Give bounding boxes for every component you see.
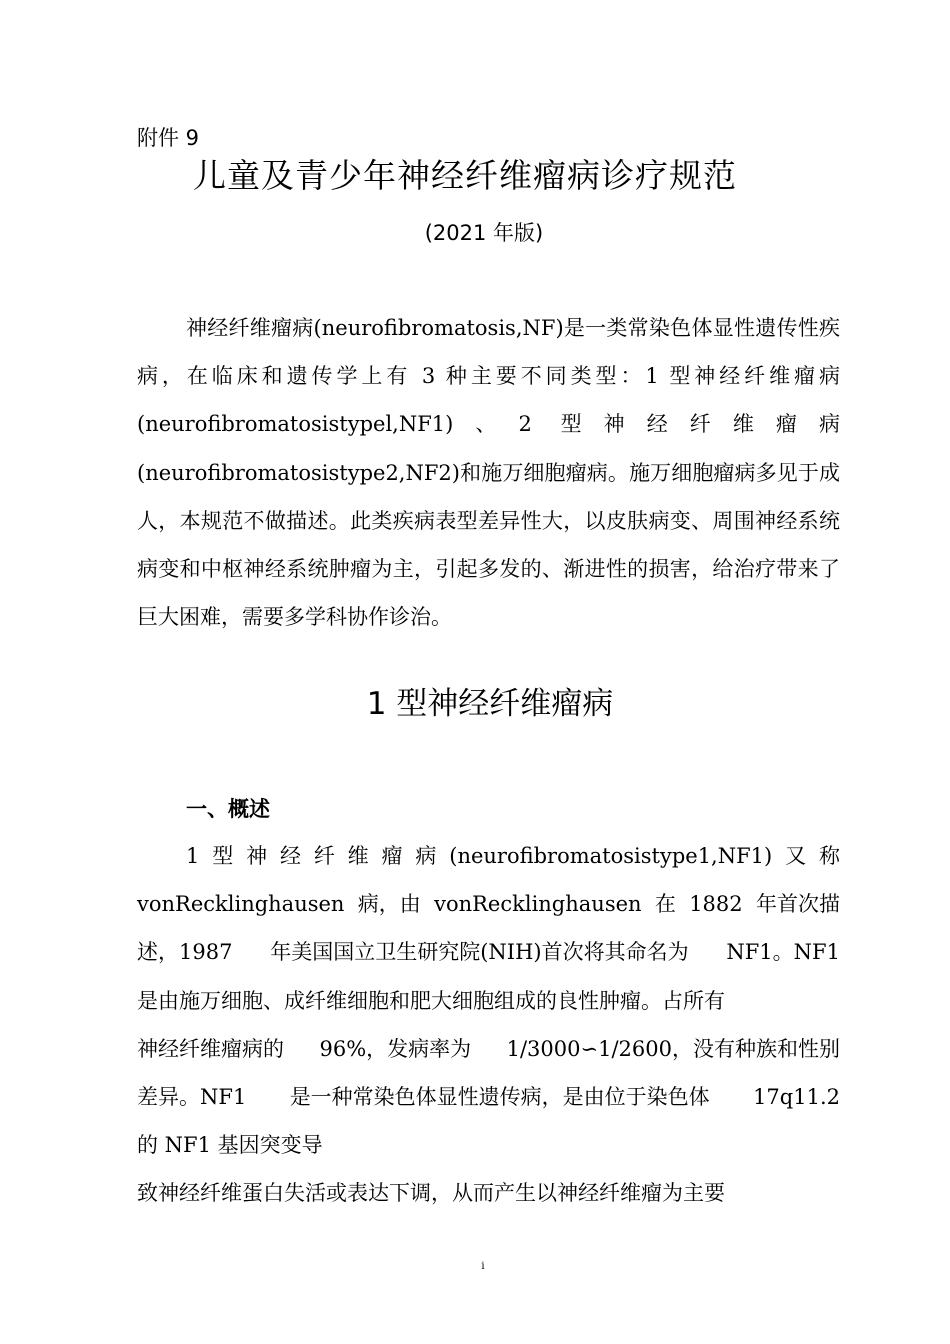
overview-line-1 xyxy=(137,832,840,880)
overview-line-token: 17q11.2 xyxy=(753,1084,840,1109)
attachment-label: 附件 9 xyxy=(137,126,200,150)
page-number: i xyxy=(481,1261,485,1272)
overview-line-1-token: 维 xyxy=(347,844,369,868)
section-title: 1 型神经纤维瘤病 xyxy=(366,686,614,722)
overview-line-1-token: 纤 xyxy=(313,844,335,868)
overview-line-1-token: 病 xyxy=(415,844,437,868)
overview-line-1-token: (neurofibromatosistype1,NF1) xyxy=(449,844,773,868)
overview-line-1-token: 瘤 xyxy=(381,844,403,868)
overview-line-1-token: 又 xyxy=(785,844,807,868)
overview-line-token: vonRecklinghausen xyxy=(434,892,642,917)
overview-line-token: 1/3000∽1/2600，没有种族和性别 xyxy=(506,1036,840,1061)
overview-paragraph xyxy=(137,832,840,1218)
overview-line-1-token: 1 xyxy=(186,844,200,868)
subheading-overview: 一、概述 xyxy=(186,797,270,821)
overview-line-token: 差异。NF1 xyxy=(137,1084,247,1109)
overview-line-token: 年美国国立卫生研究院(NIH)首次将其命名为 xyxy=(270,940,689,965)
overview-line-5 xyxy=(137,1025,840,1073)
overview-line-token: 1882 xyxy=(689,892,743,917)
overview-line-2 xyxy=(137,880,840,928)
overview-line-4 xyxy=(137,977,840,1025)
intro-paragraph: 神经纤维瘤病(neurofibromatosis,NF)是一类常染色体显性遗传性疾病，在临床和遗传学上有 3 种主要不同类型：1 型神经纤维瘤病(neurofibromatosistypel,NF1)、2 型神经纤维瘤病(neurofibromatosistype2,NF2)和施万细胞瘤病。施万细胞瘤病多见于成人，本规范不做描述。此类疾病表型差异性大，以皮肤病变、周围神经系统病变和中枢神经系统肿瘤为主，引起多发的、渐进性的损害，给治疗带来了巨大困难，需要多学科协作诊治。 xyxy=(137,316,840,630)
overview-line-3 xyxy=(137,928,840,976)
document-edition: (2021 年版) xyxy=(424,221,544,245)
overview-line-token: 病，由 xyxy=(357,892,421,917)
overview-line-8 xyxy=(137,1169,840,1217)
overview-line-token: 在 xyxy=(654,892,676,917)
overview-line-1-text xyxy=(186,832,840,880)
overview-line-token: 年首次描 xyxy=(755,892,840,917)
overview-line-token: 是由施万细胞、成纤维细胞和肥大细胞组成的良性肿瘤。占所有 xyxy=(137,988,725,1013)
overview-line-token: 致神经纤维蛋白失活或表达下调，从而产生以神经纤维瘤为主要 xyxy=(137,1181,725,1206)
overview-line-token: 神经纤维瘤病的 xyxy=(137,1036,284,1061)
document-title: 儿童及青少年神经纤维瘤病诊疗规范 xyxy=(193,156,737,195)
overview-line-token: vonRecklinghausen xyxy=(137,892,345,917)
overview-line-1-token: 经 xyxy=(279,844,301,868)
overview-line-6 xyxy=(137,1073,840,1121)
overview-line-1-token: 型 xyxy=(212,844,234,868)
overview-line-7: 的 NF1 基因突变导 xyxy=(137,1133,323,1158)
overview-line-token: NF1。NF1 xyxy=(726,940,840,965)
overview-line-1-token: 称 xyxy=(818,844,840,868)
overview-line-token: 96%，发病率为 xyxy=(319,1036,472,1061)
overview-line-1-token: 神 xyxy=(246,844,268,868)
overview-line-token: 是一种常染色体显性遗传病，是由位于染色体 xyxy=(289,1084,710,1109)
overview-line-token: 述，1987 xyxy=(137,940,233,965)
